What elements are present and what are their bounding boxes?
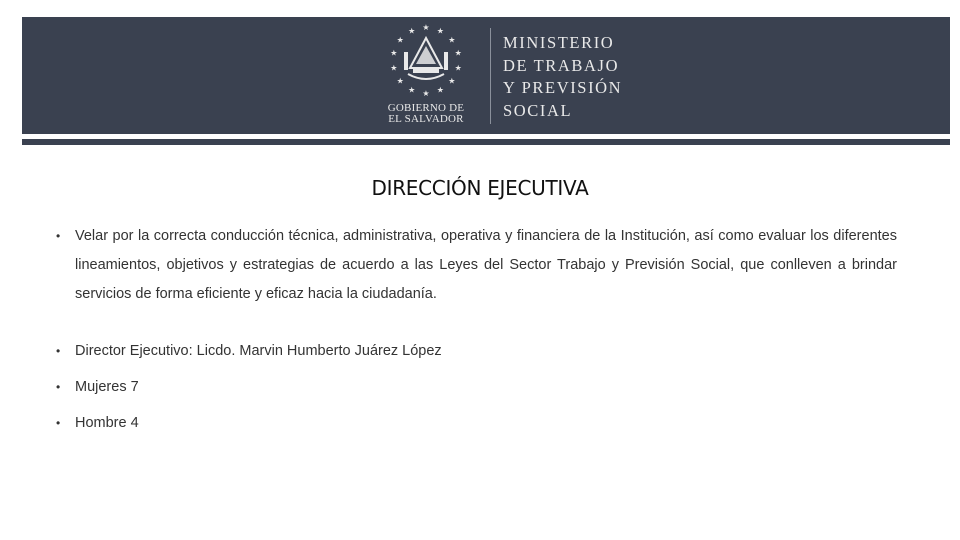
- ministry-name: [503, 32, 622, 122]
- list-item: [56, 222, 897, 309]
- seal-star-icon: ★: [396, 35, 404, 45]
- seal-star-icon: ★: [448, 76, 456, 86]
- list-item-text: Mujeres 7: [75, 379, 139, 395]
- list-item-text: Velar por la correcta conducción técnica, administrativa, operativa y financiera de la Institución, así como evaluar los diferentes lineamientos, objetivos y estrategias de acuerdo a las Leyes del Sector Trabajo y Previsión Social, que conlleven a brindar servicios de forma eficiente y eficaz hacia la ciudadanía.: [75, 228, 897, 302]
- list-item: [56, 377, 139, 397]
- government-label-line2: EL SALVADOR: [388, 113, 464, 125]
- list-item-text: Director Ejecutivo: Licdo. Marvin Humberto Juárez López: [75, 343, 442, 359]
- ministry-name-line: MINISTERIO: [503, 33, 615, 52]
- seal-star-icon: ★: [436, 26, 444, 36]
- header-banner: [22, 17, 950, 134]
- seal-star-icon: ★: [454, 48, 462, 58]
- seal-star-icon: ★: [422, 89, 430, 98]
- list-item: [56, 341, 442, 361]
- bullet-icon: •: [56, 344, 61, 358]
- bullet-list: [56, 222, 897, 431]
- ministry-name-line: DE TRABAJO: [503, 55, 620, 75]
- seal-star-icon: ★: [436, 85, 444, 95]
- government-label: [372, 103, 480, 125]
- seal-star-icon: ★: [408, 85, 416, 95]
- header-divider: [490, 28, 491, 124]
- ministry-name-line: SOCIAL: [503, 100, 573, 120]
- list-item: [56, 413, 139, 433]
- page-title: DIRECCIÓN EJECUTIVA: [371, 176, 589, 200]
- coat-of-arms-icon: [380, 22, 472, 100]
- seal-star-icon: ★: [396, 76, 404, 86]
- seal-star-icon: ★: [454, 63, 462, 73]
- bullet-icon: •: [56, 380, 61, 394]
- seal-star-icon: ★: [390, 48, 398, 58]
- ministry-name-line: Y PREVISIÓN: [503, 78, 623, 97]
- seal-star-icon: ★: [422, 23, 430, 32]
- header-rule: [22, 139, 950, 145]
- government-label-line1: GOBIERNO DE: [387, 102, 465, 114]
- seal-star-icon: ★: [408, 26, 416, 36]
- seal-star-icon: ★: [390, 63, 398, 73]
- bullet-icon: •: [56, 416, 61, 430]
- seal-star-icon: ★: [448, 35, 456, 45]
- list-item-text: Hombre 4: [75, 415, 139, 431]
- bullet-icon: •: [56, 229, 61, 243]
